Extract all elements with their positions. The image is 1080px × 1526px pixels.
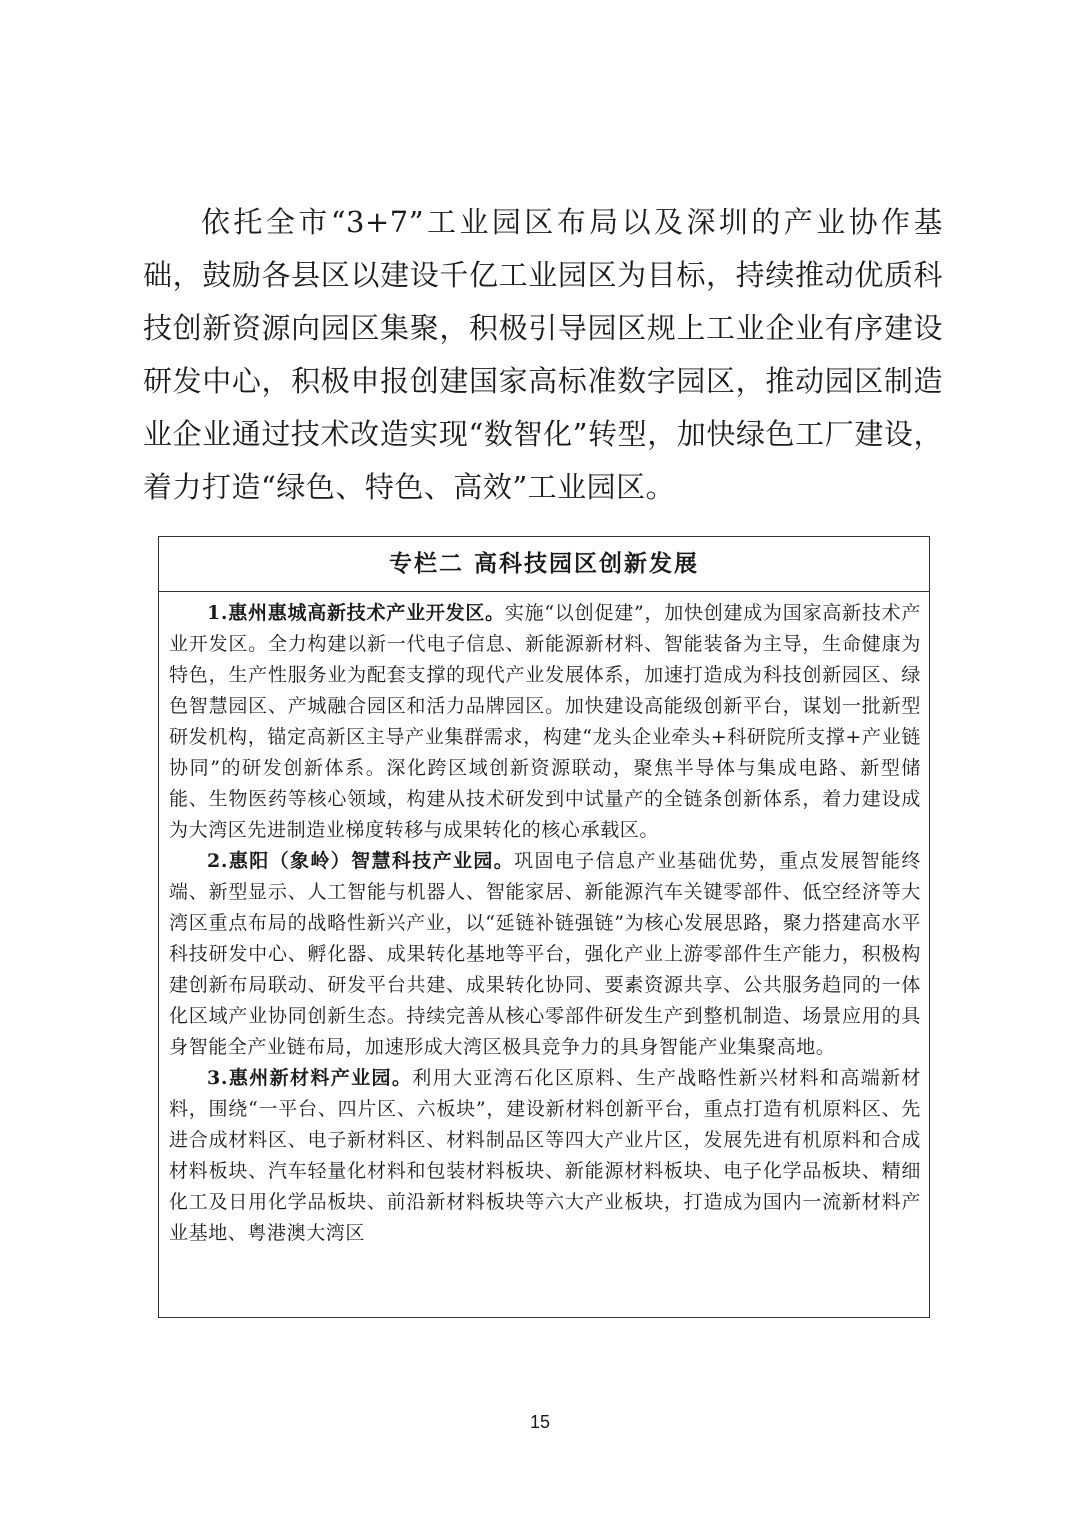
column-item xyxy=(169,846,921,1063)
feature-column-box xyxy=(158,536,930,1318)
column-item xyxy=(169,1063,921,1249)
column-title: 专栏二 高科技园区创新发展 xyxy=(159,537,929,592)
intro-paragraph: 依托全市“3+7”工业园区布局以及深圳的产业协作基础，鼓励各县区以建设千亿工业园区为目标，持续推动优质科技创新资源向园区集聚，积极引导园区规上工业企业有序建设研发中心，积极申报创建国家高标准数字园区，推动园区制造业企业通过技术改造实现“数智化”转型，加快绿色工厂建设，着力打造“绿色、特色、高效”工业园区。 xyxy=(143,205,943,504)
column-item-heading: 1.惠州惠城高新技术产业开发区。 xyxy=(207,602,505,624)
column-body xyxy=(159,592,929,1249)
column-item-heading: 2.惠阳（象岭）智慧科技产业园。 xyxy=(207,850,515,872)
column-item xyxy=(169,598,921,846)
column-item-body: 利用大亚湾石化区原料、生产战略性新兴材料和高端新材料，围绕“一平台、四片区、六板块”，建设新材料创新平台，重点打造有机原料区、先进合成材料区、电子新材料区、材料制品区等四大产业片区，发展先进有机原料和合成材料板块、汽车轻量化材料和包装材料板块、新能源材料板块、电子化学品板块、精细化工及日用化学品板块、前沿新材料板块等六大产业板块，打造成为国内一流新材料产业基地、粤港澳大湾区 xyxy=(169,1067,921,1244)
column-item-body: 巩固电子信息产业基础优势，重点发展智能终端、新型显示、人工智能与机器人、智能家居、新能源汽车关键零部件、低空经济等大湾区重点布局的战略性新兴产业，以“延链补链强链”为核心发展思路，聚力搭建高水平科技研发中心、孵化器、成果转化基地等平台，强化产业上游零部件生产能力，积极构建创新布局联动、研发平台共建、成果转化协同、要素资源共享、公共服务趋同的一体化区域产业协同创新生态。持续完善从核心零部件研发生产到整机制造、场景应用的具身智能全产业链布局，加速形成大湾区极具竞争力的具身智能产业集聚高地。 xyxy=(169,850,921,1058)
column-item-heading: 3.惠州新材料产业园。 xyxy=(207,1067,413,1089)
page-number: 15 xyxy=(529,1412,551,1432)
column-item-body: 实施“以创促建”，加快创建成为国家高新技术产业开发区。全力构建以新一代电子信息、新能源新材料、智能装备为主导，生命健康为特色，生产性服务业为配套支撑的现代产业发展体系，加速打造成为科技创新园区、绿色智慧园区、产城融合园区和活力品牌园区。加快建设高能级创新平台，谋划一批新型研发机构，锚定高新区主导产业集群需求，构建“龙头企业牵头+科研院所支撑+产业链协同”的研发创新体系。深化跨区域创新资源联动，聚焦半导体与集成电路、新型储能、生物医药等核心领域，构建从技术研发到中试量产的全链条创新体系，着力建设成为大湾区先进制造业梯度转移与成果转化的核心承载区。 xyxy=(169,602,921,841)
